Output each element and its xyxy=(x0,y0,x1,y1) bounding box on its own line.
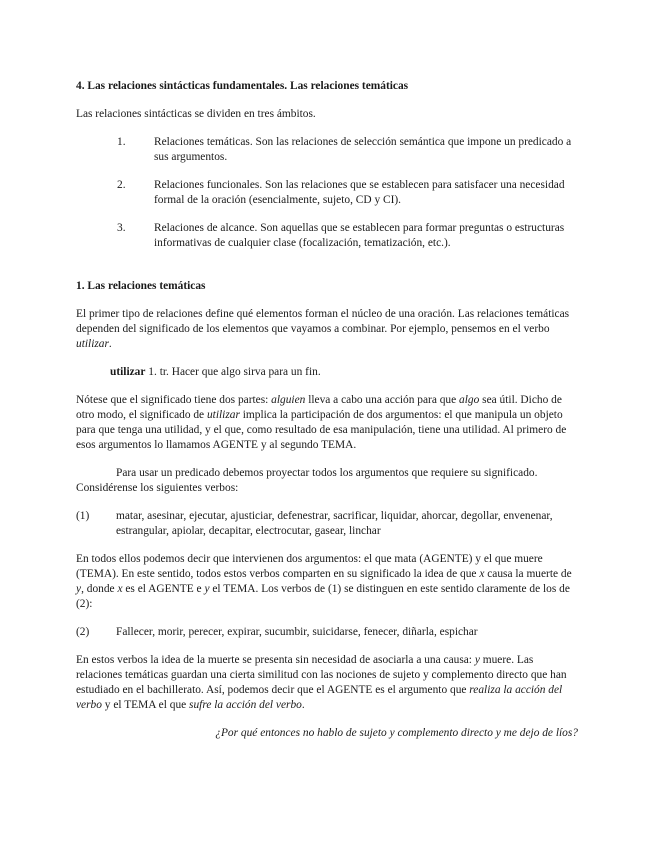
italic-term: utilizar xyxy=(76,338,109,350)
text-run: . xyxy=(301,699,305,711)
section-4-heading: 4. Las relaciones sintácticas fundamentales. Las relaciones temáticas xyxy=(76,80,409,92)
list-item xyxy=(117,221,578,251)
italic-term: realiza la acción del verbo xyxy=(76,684,563,711)
text-run: . xyxy=(108,338,112,350)
paragraph-intro xyxy=(76,307,578,352)
italic-term: y xyxy=(204,583,210,595)
text-run: Nótese que el significado tiene dos partes: xyxy=(76,394,272,406)
example-1 xyxy=(76,509,578,539)
italic-term: x xyxy=(479,568,485,580)
section-1-heading: 1. Las relaciones temáticas xyxy=(76,280,206,292)
definition-text: 1. tr. Hacer que algo sirva para un fin. xyxy=(148,366,321,378)
list-item-text: Relaciones funcionales. Son las relaciones que se establecen para satisfacer una necesidad formal de la oración (esencialmente, sujeto, CD y CI). xyxy=(154,179,565,206)
closing-question: ¿Por qué entonces no hablo de sujeto y complemento directo y me dejo de líos? xyxy=(215,727,578,739)
document-page xyxy=(76,79,578,741)
list-item-number: 3. xyxy=(117,222,126,234)
paragraph-predicate: Para usar un predicado debemos proyectar todos los argumentos que requiere su significado. Considérense los siguientes verbos: xyxy=(76,467,538,494)
dictionary-definition xyxy=(110,365,578,380)
italic-term: alguien xyxy=(271,394,306,406)
italic-term: y xyxy=(76,583,82,595)
italic-term: x xyxy=(117,583,123,595)
italic-term: y xyxy=(474,654,480,666)
list-item xyxy=(117,135,578,165)
text-run: implica la participación de dos argumentos: el que manipula un objeto para que tenga una utilidad, y el que, como resultado de esa manipulación, tiene una utilidad. Al primero de esos argumentos lo llamamos AGENTE y al segundo TEMA. xyxy=(76,409,567,451)
list-item-number: 1. xyxy=(117,136,126,148)
text-run: , donde xyxy=(81,583,118,595)
list-item-text: Relaciones temáticas. Son las relaciones de selección semántica que impone un predicado a sus argumentos. xyxy=(154,136,572,163)
example-text: Fallecer, morir, perecer, expirar, sucumbir, suicidarse, fenecer, diñarla, espichar xyxy=(116,626,478,638)
paragraph-meaning xyxy=(76,393,578,453)
list-item xyxy=(117,178,578,208)
example-text: matar, asesinar, ejecutar, ajusticiar, defenestrar, sacrificar, liquidar, ahorcar, degollar, envenenar, estrangular, apiolar, decapitar, electrocutar, gasear, linchar xyxy=(116,510,553,537)
list-item-number: 2. xyxy=(117,179,126,191)
text-run: En todos ellos podemos decir que intervienen dos argumentos: el que mata (AGENTE) y el que muere (TEMA). En este sentido, todos estos verbos comparten en su significado la idea de que xyxy=(76,553,543,580)
text-run: y el TEMA el que xyxy=(101,699,190,711)
italic-term: sufre la acción del verbo xyxy=(189,699,302,711)
paragraph-conclusion xyxy=(76,653,578,713)
example-number: (1) xyxy=(76,510,90,522)
text-run: El primer tipo de relaciones define qué elementos forman el núcleo de una oración. Las relaciones temáticas dependen del significado de los elementos que vayamos a combinar. Por ejemplo, pensemos en el verbo xyxy=(76,308,570,335)
text-run: causa la muerte de xyxy=(484,568,572,580)
text-run: es el AGENTE e xyxy=(122,583,205,595)
italic-term: algo xyxy=(459,394,480,406)
text-run: En estos verbos la idea de la muerte se presenta sin necesidad de asociarla a una causa: xyxy=(76,654,475,666)
paragraph-arguments xyxy=(76,552,578,612)
list-item-text: Relaciones de alcance. Son aquellas que se establecen para formar preguntas o estructuras informativas de cualquier clase (focalización, tematización, etc.). xyxy=(154,222,565,249)
text-run: lleva a cabo una acción para que xyxy=(305,394,460,406)
example-number: (2) xyxy=(76,626,90,638)
text-run: muere. Las relaciones temáticas guardan una cierta similitud con las nociones de sujeto y complemento directo que han estudiado en el bachillerato. Así, podemos decir que el AGENTE es el argumento que xyxy=(76,654,567,696)
example-2 xyxy=(76,625,578,640)
text-run: el TEMA. Los verbos de (1) se distinguen en este sentido claramente de los de (2): xyxy=(76,583,570,610)
text-run: sea útil. Dicho de otro modo, el significado de xyxy=(76,394,562,421)
italic-term: utilizar xyxy=(206,409,240,421)
section-4-intro: Las relaciones sintácticas se dividen en tres ámbitos. xyxy=(76,108,316,120)
definition-headword: utilizar xyxy=(110,366,146,378)
